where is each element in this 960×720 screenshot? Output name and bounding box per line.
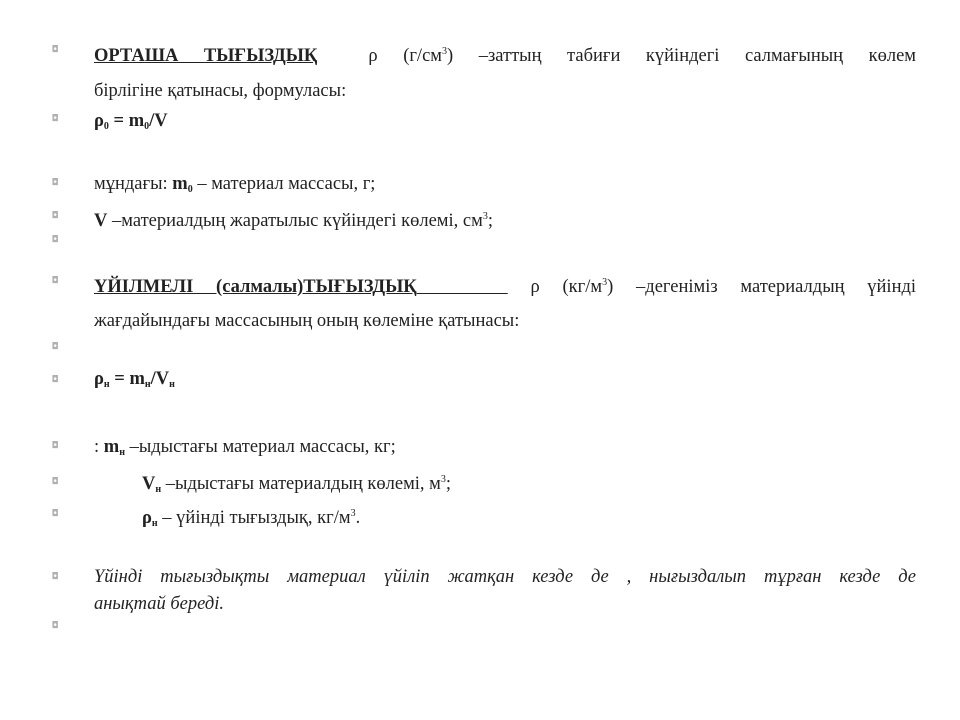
formula-text: [94, 111, 916, 137]
bullet-icon: ◘: [51, 45, 59, 55]
volume-end: ;: [487, 211, 493, 231]
bullet-icon: ◘: [51, 342, 59, 352]
bulk-mass-text: [94, 437, 916, 463]
m-symbol: m: [172, 174, 188, 194]
note-line2: анықтай береді.: [94, 594, 224, 614]
volume-text: [94, 207, 916, 231]
colon-prefix: :: [94, 437, 104, 457]
bullet-icon: ◘: [51, 621, 59, 631]
formula-text: [94, 369, 916, 395]
formula-eq: = m: [109, 369, 145, 389]
m-subscript: н: [119, 447, 125, 458]
v-symbol: V: [142, 474, 156, 494]
bullet-icon: ◘: [51, 235, 59, 245]
note-line1: Үйінді тығыздықты материал үйіліп жатқан кезде де , нығыздалып тұрған кезде де: [94, 567, 916, 587]
average-density-term: ОРТАША ТЫҒЫЗДЫҚ: [94, 46, 318, 66]
unit-open: (г/см: [403, 46, 442, 66]
m-subscript: 0: [144, 121, 150, 132]
formula-slash: /V: [150, 369, 170, 389]
rho-subscript: 0: [103, 121, 109, 132]
m-subscript: н: [144, 379, 151, 390]
definition-line2: жағдайындағы массасының оның көлеміне қатынасы:: [94, 311, 520, 331]
volume-exp: 3: [482, 211, 488, 222]
unit-close: ): [447, 46, 454, 66]
rho-symbol: ρ: [368, 46, 378, 66]
bulk-density-line1: [94, 273, 916, 297]
definition-line2: бірлігіне қатынасы, формуласы:: [94, 81, 347, 101]
unit-exp: 3: [602, 277, 608, 288]
density-exp: 3: [350, 508, 356, 519]
bullet-icon: ◘: [51, 572, 59, 582]
bulk-mass-description: –ыдыстағы материал массасы, кг;: [124, 437, 396, 457]
bullet-icon: ◘: [51, 509, 59, 519]
definition-line1: –заттың табиғи күйіндегі салмағының көлем: [478, 46, 917, 66]
bullet-icon: ◘: [51, 114, 59, 124]
density-end: .: [355, 508, 361, 528]
rho-subscript: н: [151, 518, 158, 529]
where-mass-text: [94, 174, 916, 200]
bullet-icon: ◘: [51, 441, 59, 451]
rho-subscript: н: [103, 379, 110, 390]
where-prefix: мұндағы:: [94, 174, 173, 194]
rho-symbol: ρ: [94, 111, 104, 131]
mass-description: – материал массасы, г;: [192, 174, 376, 194]
m-subscript: 0: [187, 184, 193, 195]
v-subscript: н: [155, 484, 162, 495]
bulk-density-description: – үйінді тығыздық, кг/м: [157, 508, 351, 528]
m-symbol: m: [103, 437, 120, 457]
rho-symbol: ρ: [142, 508, 152, 528]
v-symbol: V: [94, 211, 108, 231]
v-subscript: н: [169, 379, 175, 390]
bullet-icon: ◘: [51, 178, 59, 188]
formula-rest: /V: [149, 111, 168, 131]
bulk-volume-description: –ыдыстағы материалдың көлемі, м: [161, 474, 441, 494]
rho-symbol: ρ: [94, 369, 104, 389]
bulk-density-term: ҮЙІЛМЕЛІ (салмалы)ТЫҒЫЗДЫҚ: [94, 277, 417, 297]
volume-exp: 3: [440, 474, 446, 485]
unit-close: ): [607, 277, 614, 297]
unit-exp: 3: [442, 46, 447, 57]
bullet-icon: ◘: [51, 211, 59, 221]
bullet-icon: ◘: [51, 477, 59, 487]
bulk-density-text: [142, 504, 960, 534]
average-density-line1: [94, 42, 916, 66]
volume-end: ;: [445, 474, 452, 494]
unit-open: (кг/м: [562, 277, 603, 297]
rho-symbol: ρ: [530, 277, 540, 297]
bulk-volume-text: [142, 470, 960, 500]
volume-description: –материалдың жаратылыс күйіндегі көлемі, см: [107, 211, 483, 231]
formula-eq: = m: [108, 111, 145, 131]
bullet-icon: ◘: [51, 276, 59, 286]
definition-line1: –дегеніміз материалдың үйінді: [636, 277, 917, 297]
bullet-icon: ◘: [51, 375, 59, 385]
